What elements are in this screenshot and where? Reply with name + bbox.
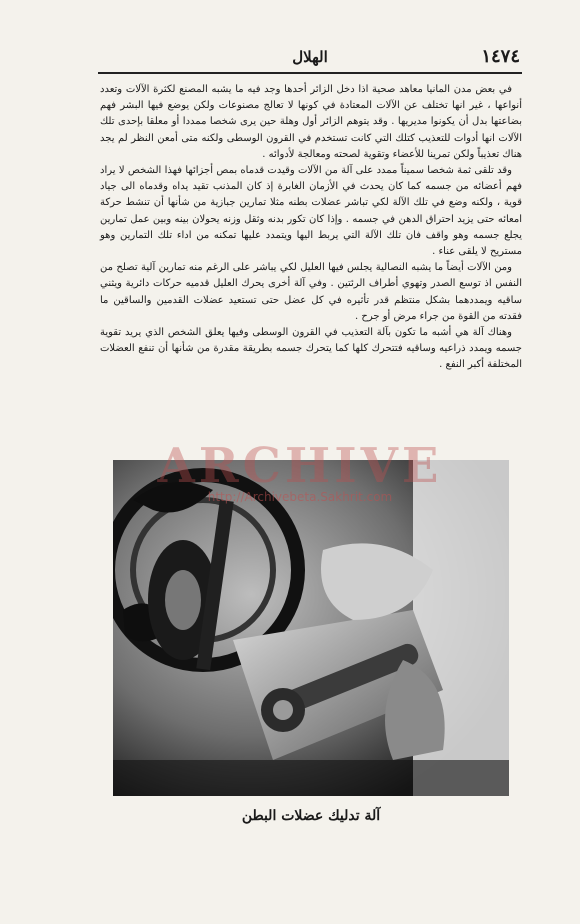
paragraph: وهناك آلة هي أشبه ما تكون بآلة التعذيب في القرون الوسطى وفيها يعلق الشخص الذي يريد تقوية جسمه ويمدد ذراعيه وساقيه فتتحرك كلها كما يتحرك جسمه بطريقة مقدرة من شأنها أن تنفع العضلات المختلفة أكبر النفع . [100,327,522,371]
page-number: ١٤٧٤ [481,46,520,67]
shaft-bearing-center [273,700,293,720]
watermark-url: http://Archivebeta.Sakhrit.com [207,490,393,504]
machine-photo-image [113,460,509,796]
pulley-hub [165,570,201,630]
article-body [100,82,522,374]
photo-floor-shadow [113,760,509,796]
machine-photo [113,460,509,796]
running-title: الهلال [292,48,328,66]
figure-caption: آلة تدليك عضلات البطن [241,808,381,824]
paragraph: في بعض مدن المانيا معاهد صحية اذا دخل الزائر أحدها وجد فيه ما يشبه المصنع لكثرة الآلات وتعدد أنواعها ، غير انها تختلف عن الآلات المعتادة في كونها لا تعالج مصنوعات ولكن يوضع فيها البشر فهم بضاعتها بدل أن يكونوا مديريها . وقد يتوهم الزائر أول وهلة حين يرى شخصا ممددا أو معلقا بإحدى تلك الآلات انها أدوات للتعذيب كتلك التي كانت تستخدم في القرون الوسطى ولكنه متى أمعن النظر لم يجد هناك تعذيباً ولكن تمرينا للأعضاء وتقوية لصحته ومعالجة لأدوائه . [100,84,522,160]
watermark-logo: ARCHIVE [157,438,443,494]
header-rule [98,72,522,74]
paragraph: ومن الآلات أيضاً ما يشبه النصالية يجلس فيها العليل لكي يباشر على الرغم منه تمارين آلية تصلح من النفس اذ توسع الصدر وتهوي أطراف الرئتين . وفي آلة أخرى يحرك العليل قدميه حركات دائرية ويثني ساقيه ويمددهما بشكل منتظم قدر تأثيره في كل عضل حتى تستعيد عضلات القدمين والساقين ما فقدته من القوة من جراء مرض أو جرح . [100,262,522,322]
page-header [100,46,520,70]
paragraph: وقد تلقى ثمة شخصا سميناً ممدد على آلة من الآلات وقيدت قدماه بمص أجزائها فهذا الشخص لا يراد فهم أعضائه من جسمه كما كان يحدث في الأزمان الغابرة إذ كان المذنب تقيد يداه وقدماه الى جياد قوية ، ولكنه وضع في تلك الآلة لكي تباشر عضلات بطنه مثلا تمارين جبازية من شأنها أن تنشط حركة امعائه حتى يزيد احتراق الدهن في جسمه . وإذا كان تكور بدنه وثقل وزنه يحولان بينه وبين عمل تمارين يجلع جسمه وهو واقف فان تلك الآلة التي يربط اليها ويتمدد عليها تمكنه من اداء تلك التمارين وهو مستريح لا يلقى عناء . [100,165,522,258]
